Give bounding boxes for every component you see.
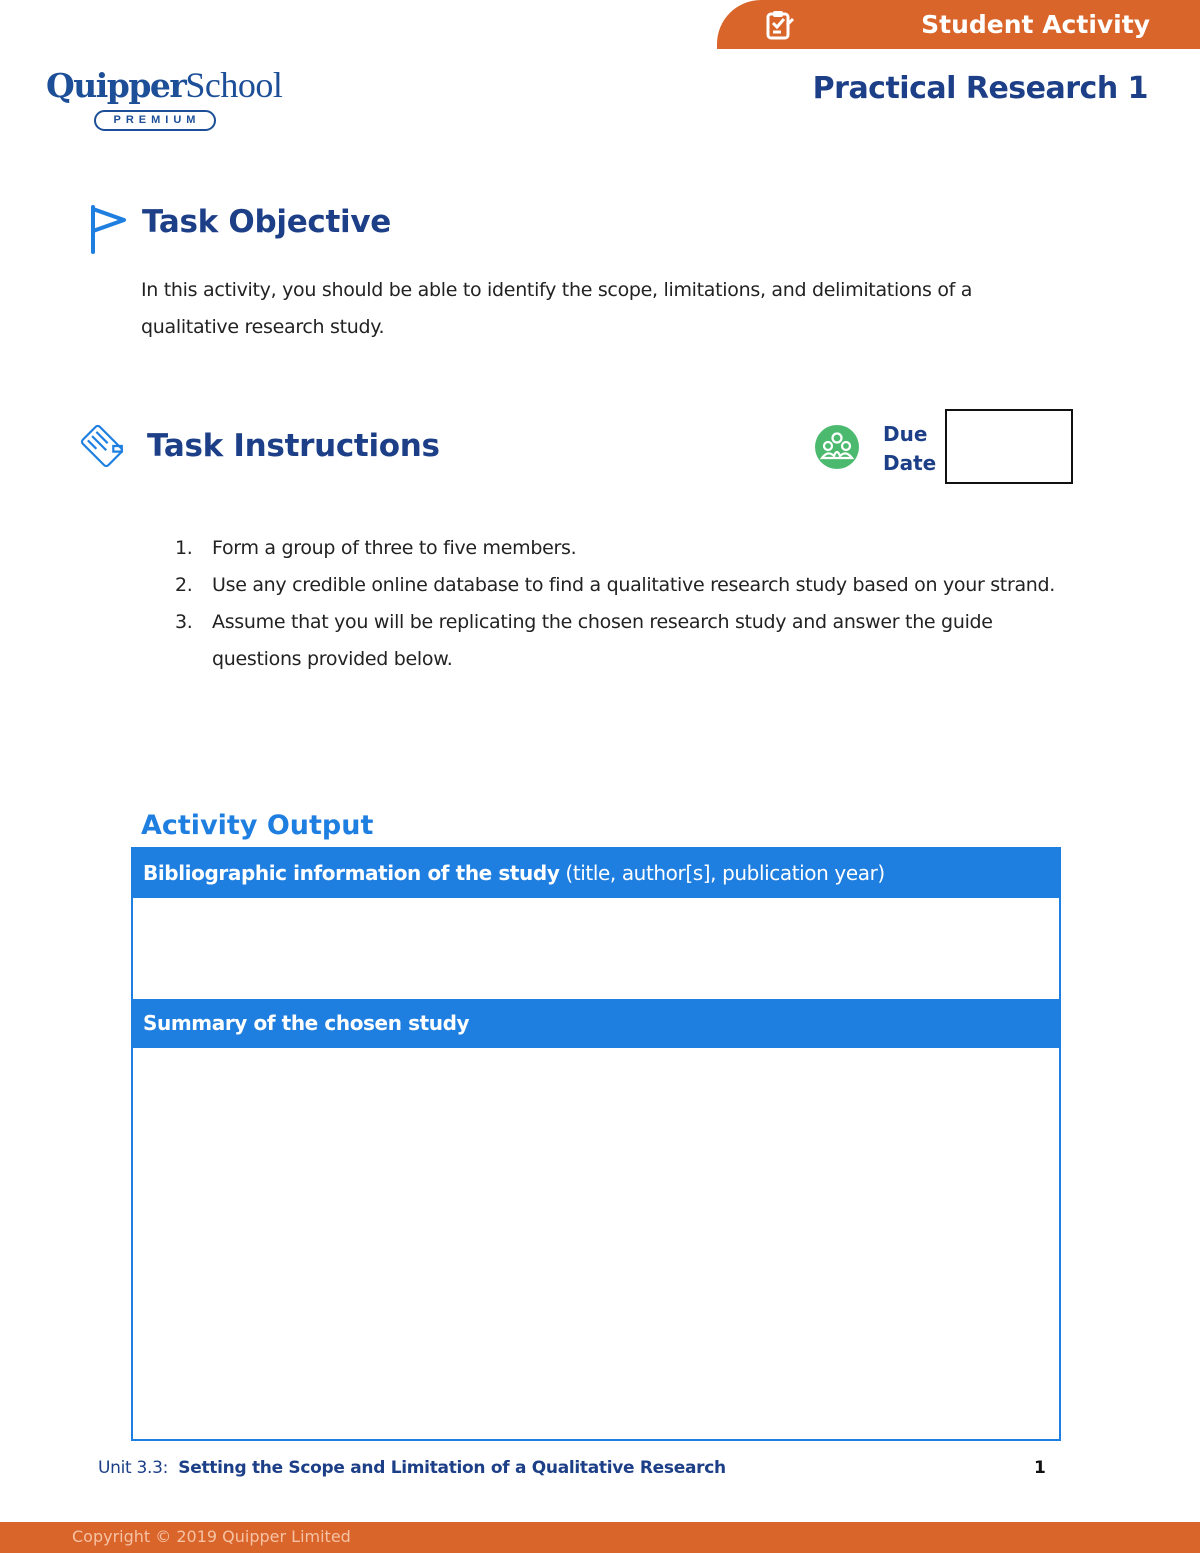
bibliographic-info-title: Bibliographic information of the study (143, 861, 560, 885)
list-item-number: 3. (175, 611, 193, 633)
tab-label: Student Activity (921, 10, 1150, 39)
quipper-school-logo (46, 64, 283, 134)
list-item (175, 567, 1065, 604)
task-instructions-heading: Task Instructions (147, 428, 440, 464)
bibliographic-info-header (133, 849, 1059, 898)
logo-part-school: School (185, 65, 283, 105)
hand-with-pencil-icon (74, 418, 130, 474)
list-item (175, 604, 1065, 678)
instruction-list (175, 530, 1065, 678)
flag-icon (88, 204, 128, 254)
logo-premium-badge: PREMIUM (94, 110, 216, 131)
task-objective-heading: Task Objective (142, 204, 391, 240)
due-date-label: Due Date (883, 422, 937, 475)
list-item (175, 530, 1065, 567)
bibliographic-info-answer-area[interactable] (133, 898, 1059, 999)
group-icon (814, 424, 860, 470)
logo-part-quipper: Quipper (46, 66, 186, 105)
list-item-number: 2. (175, 574, 193, 596)
subject-title: Practical Research 1 (812, 71, 1148, 106)
footer-bar (0, 1522, 1200, 1553)
unit-title: Setting the Scope and Limitation of a Qualitative Research (178, 1458, 726, 1478)
summary-answer-area[interactable] (133, 1048, 1059, 1439)
copyright-text: Copyright © 2019 Quipper Limited (72, 1527, 351, 1546)
list-item-text: Assume that you will be replicating the chosen research study and answer the guide questions provided below. (212, 611, 993, 670)
logo-wordmark (46, 64, 282, 106)
bibliographic-info-hint: (title, author[s], publication year) (559, 861, 885, 885)
due-date-field[interactable] (945, 409, 1073, 484)
task-objective-text: In this activity, you should be able to identify the scope, limitations, and delimitations of a qualitative research study. (141, 279, 973, 338)
summary-header (133, 999, 1059, 1048)
student-activity-tab (717, 0, 1200, 49)
list-item-number: 1. (175, 537, 193, 559)
activity-output-table (131, 847, 1061, 1441)
summary-title: Summary of the chosen study (143, 1011, 470, 1035)
list-item-text: Form a group of three to five members. (212, 537, 577, 559)
footer-unit (98, 1458, 726, 1478)
unit-label: Unit 3.3: (98, 1458, 169, 1478)
activity-output-heading: Activity Output (141, 810, 374, 841)
page-number: 1 (1034, 1458, 1046, 1478)
list-item-text: Use any credible online database to find a qualitative research study based on your strand. (212, 574, 1056, 596)
clipboard-check-icon (763, 9, 795, 41)
